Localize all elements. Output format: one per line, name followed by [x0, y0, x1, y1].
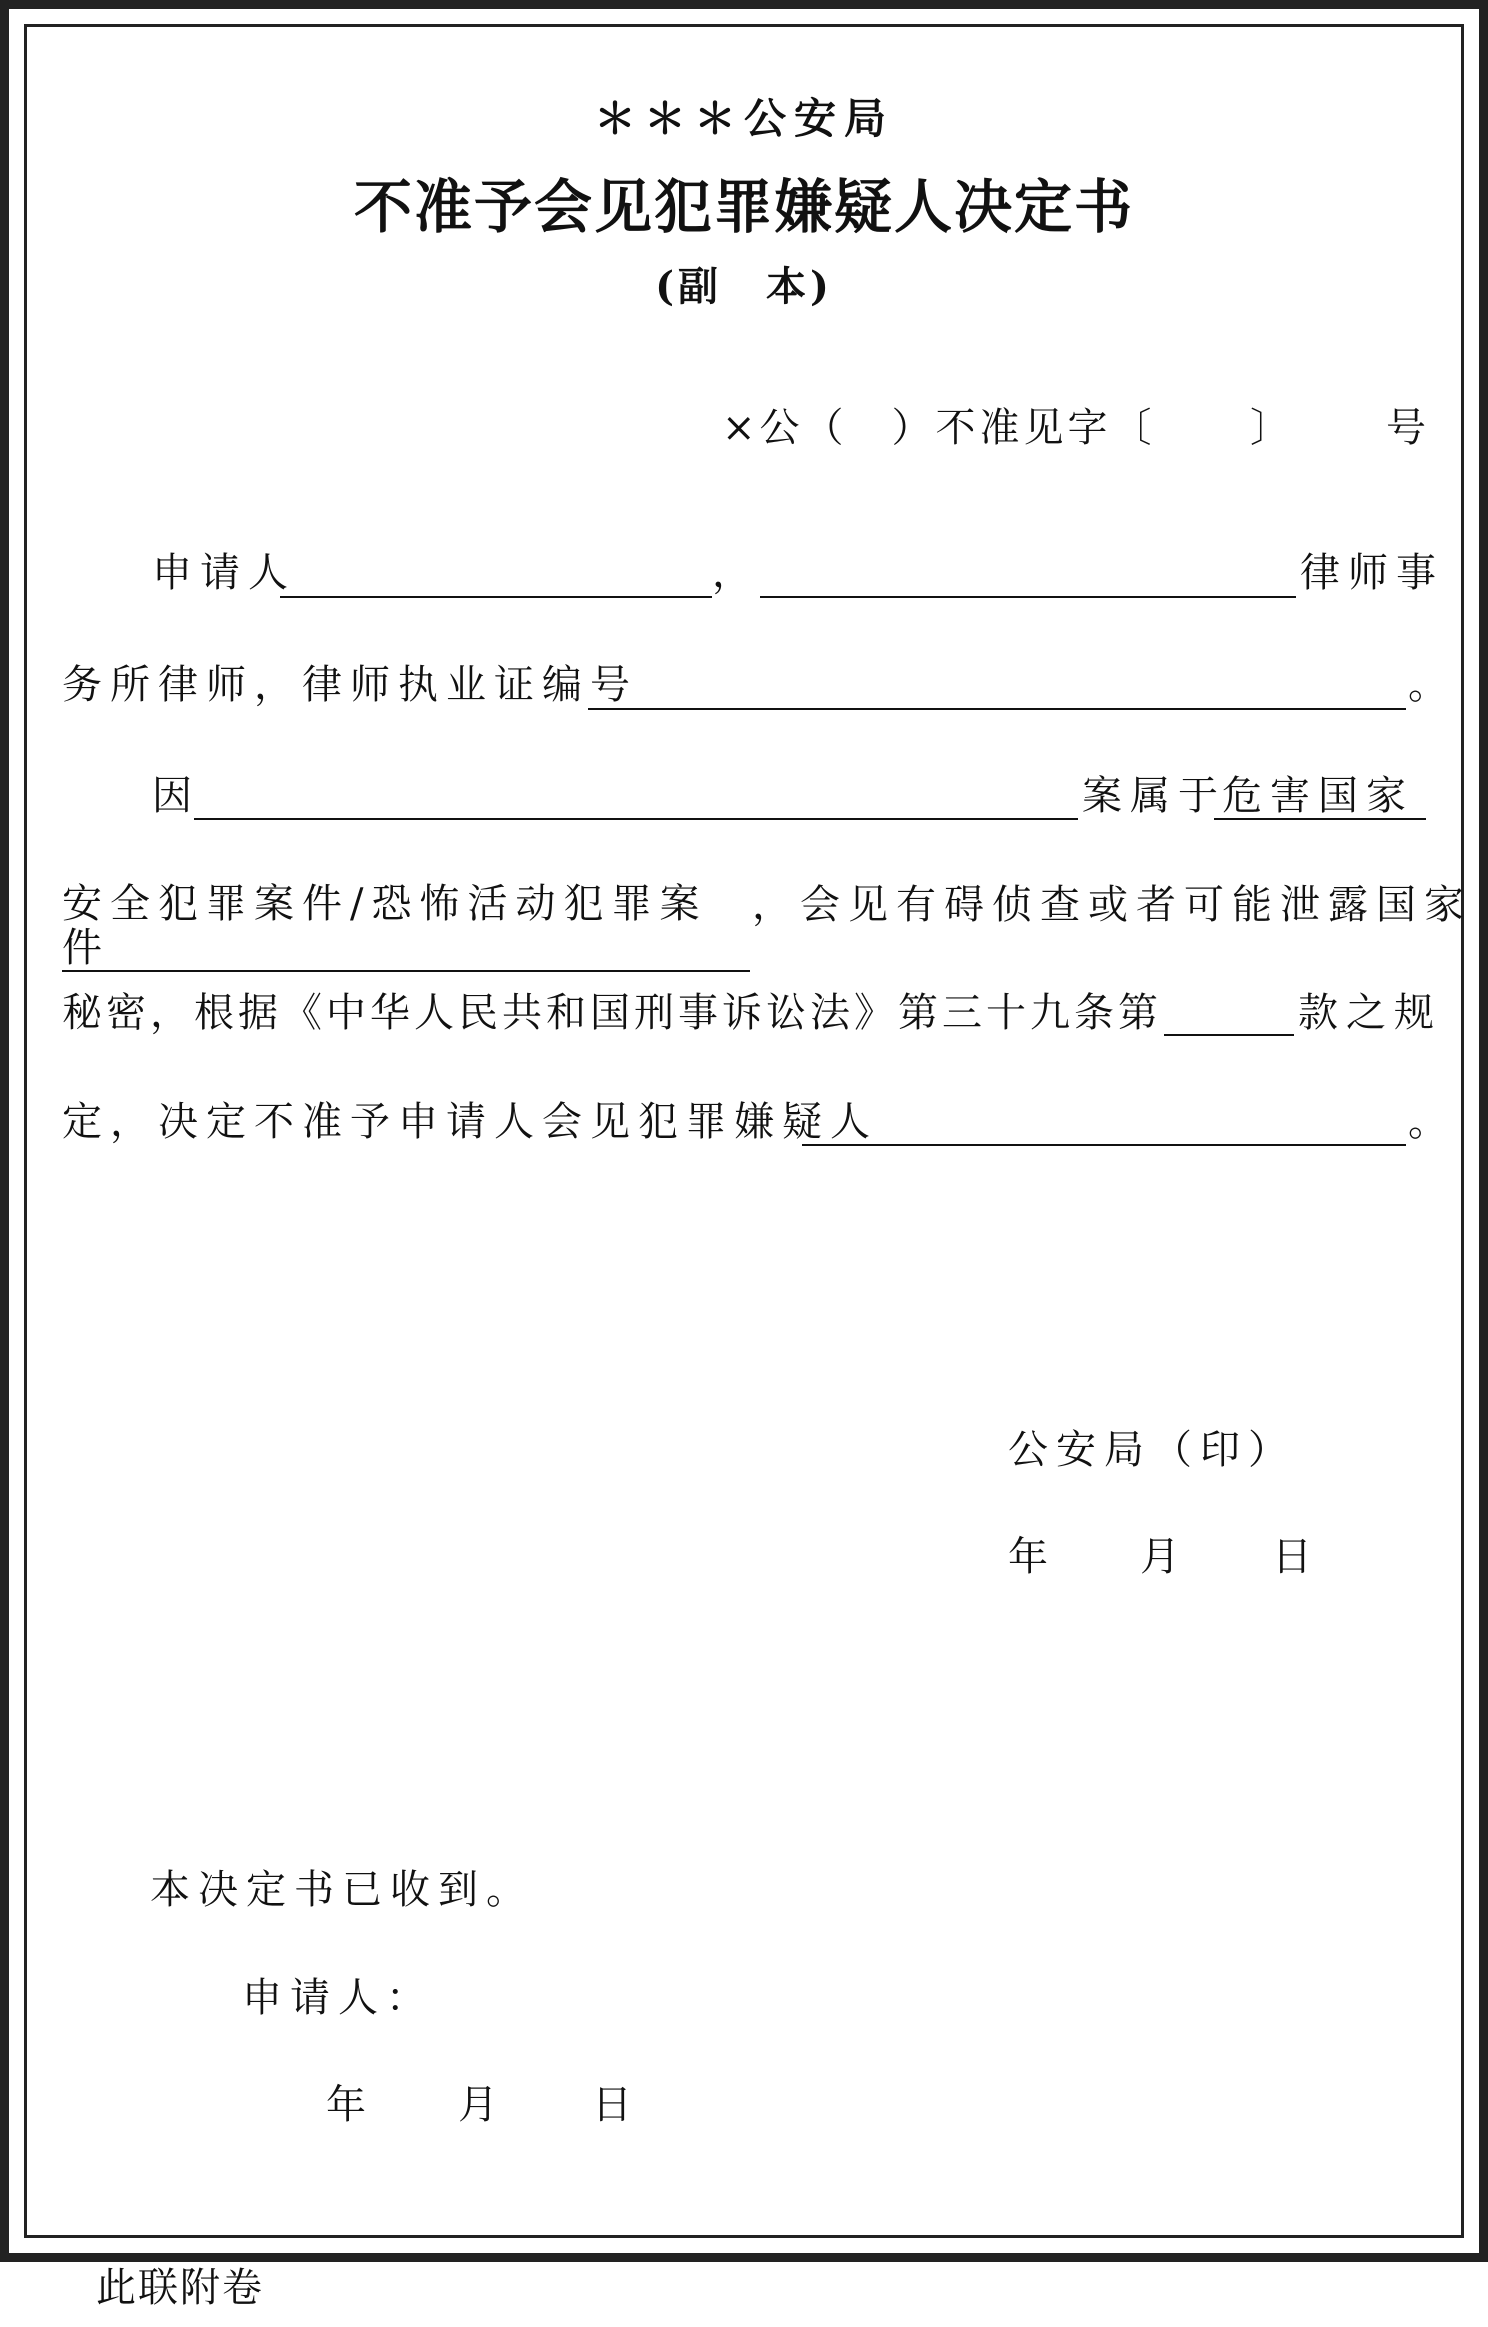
- clause-field[interactable]: [1164, 1034, 1294, 1036]
- reason-field[interactable]: [194, 818, 1078, 820]
- line6-end: 。: [1408, 1099, 1456, 1145]
- reason-label: 因: [152, 773, 200, 819]
- line1-tail: 律师事: [1300, 550, 1444, 596]
- receipt-text: 本决定书已收到。: [150, 1867, 534, 1913]
- case-type-part1: 危害国家: [1214, 774, 1426, 820]
- case-type-label: 案属于: [1082, 773, 1226, 819]
- case-type-part2: 安全犯罪案件/恐怖活动犯罪案件: [62, 882, 750, 972]
- signature-day: 日: [1272, 1534, 1320, 1580]
- line4-tail: ，会见有碍侦查或者可能泄露国家: [752, 882, 1472, 928]
- footer-note: 此联附卷: [96, 2265, 264, 2311]
- applicant-name-field[interactable]: [280, 596, 712, 598]
- license-number-field[interactable]: [588, 708, 1406, 710]
- applicant-label: 申请人: [152, 550, 296, 596]
- doc-number-prefix: ×公（ ）不准见字〔: [722, 405, 1156, 451]
- receipt-day: 日: [592, 2082, 640, 2128]
- license-label: 务所律师，律师执业证编号: [62, 662, 638, 708]
- signature-year: 年: [1008, 1534, 1056, 1580]
- doc-number-suffix: 号: [1386, 405, 1434, 451]
- signature-month: 月: [1140, 1534, 1188, 1580]
- document-title: 不准予会见犯罪嫌疑人决定书: [353, 173, 1134, 241]
- receipt-applicant-label: 申请人：: [242, 1975, 434, 2021]
- suspect-name-field[interactable]: [802, 1144, 1406, 1146]
- receipt-year: 年: [326, 2082, 374, 2128]
- line2-end: 。: [1408, 662, 1456, 708]
- law-citation: 秘密，根据《中华人民共和国刑事诉讼法》第三十九条第: [62, 990, 1162, 1036]
- doc-number-bracket-close: 〕: [1250, 405, 1298, 451]
- decision-text: 定，决定不准予申请人会见犯罪嫌疑人: [62, 1099, 878, 1145]
- line1-comma: ，: [712, 550, 760, 596]
- law-firm-field[interactable]: [760, 596, 1296, 598]
- police-seal-label: 公安局（印）: [1008, 1427, 1296, 1473]
- copy-label: (副 本): [655, 263, 833, 310]
- line5-tail: 款之规: [1298, 990, 1442, 1036]
- agency-name: ＊＊＊公安局: [593, 94, 894, 143]
- receipt-month: 月: [458, 2082, 506, 2128]
